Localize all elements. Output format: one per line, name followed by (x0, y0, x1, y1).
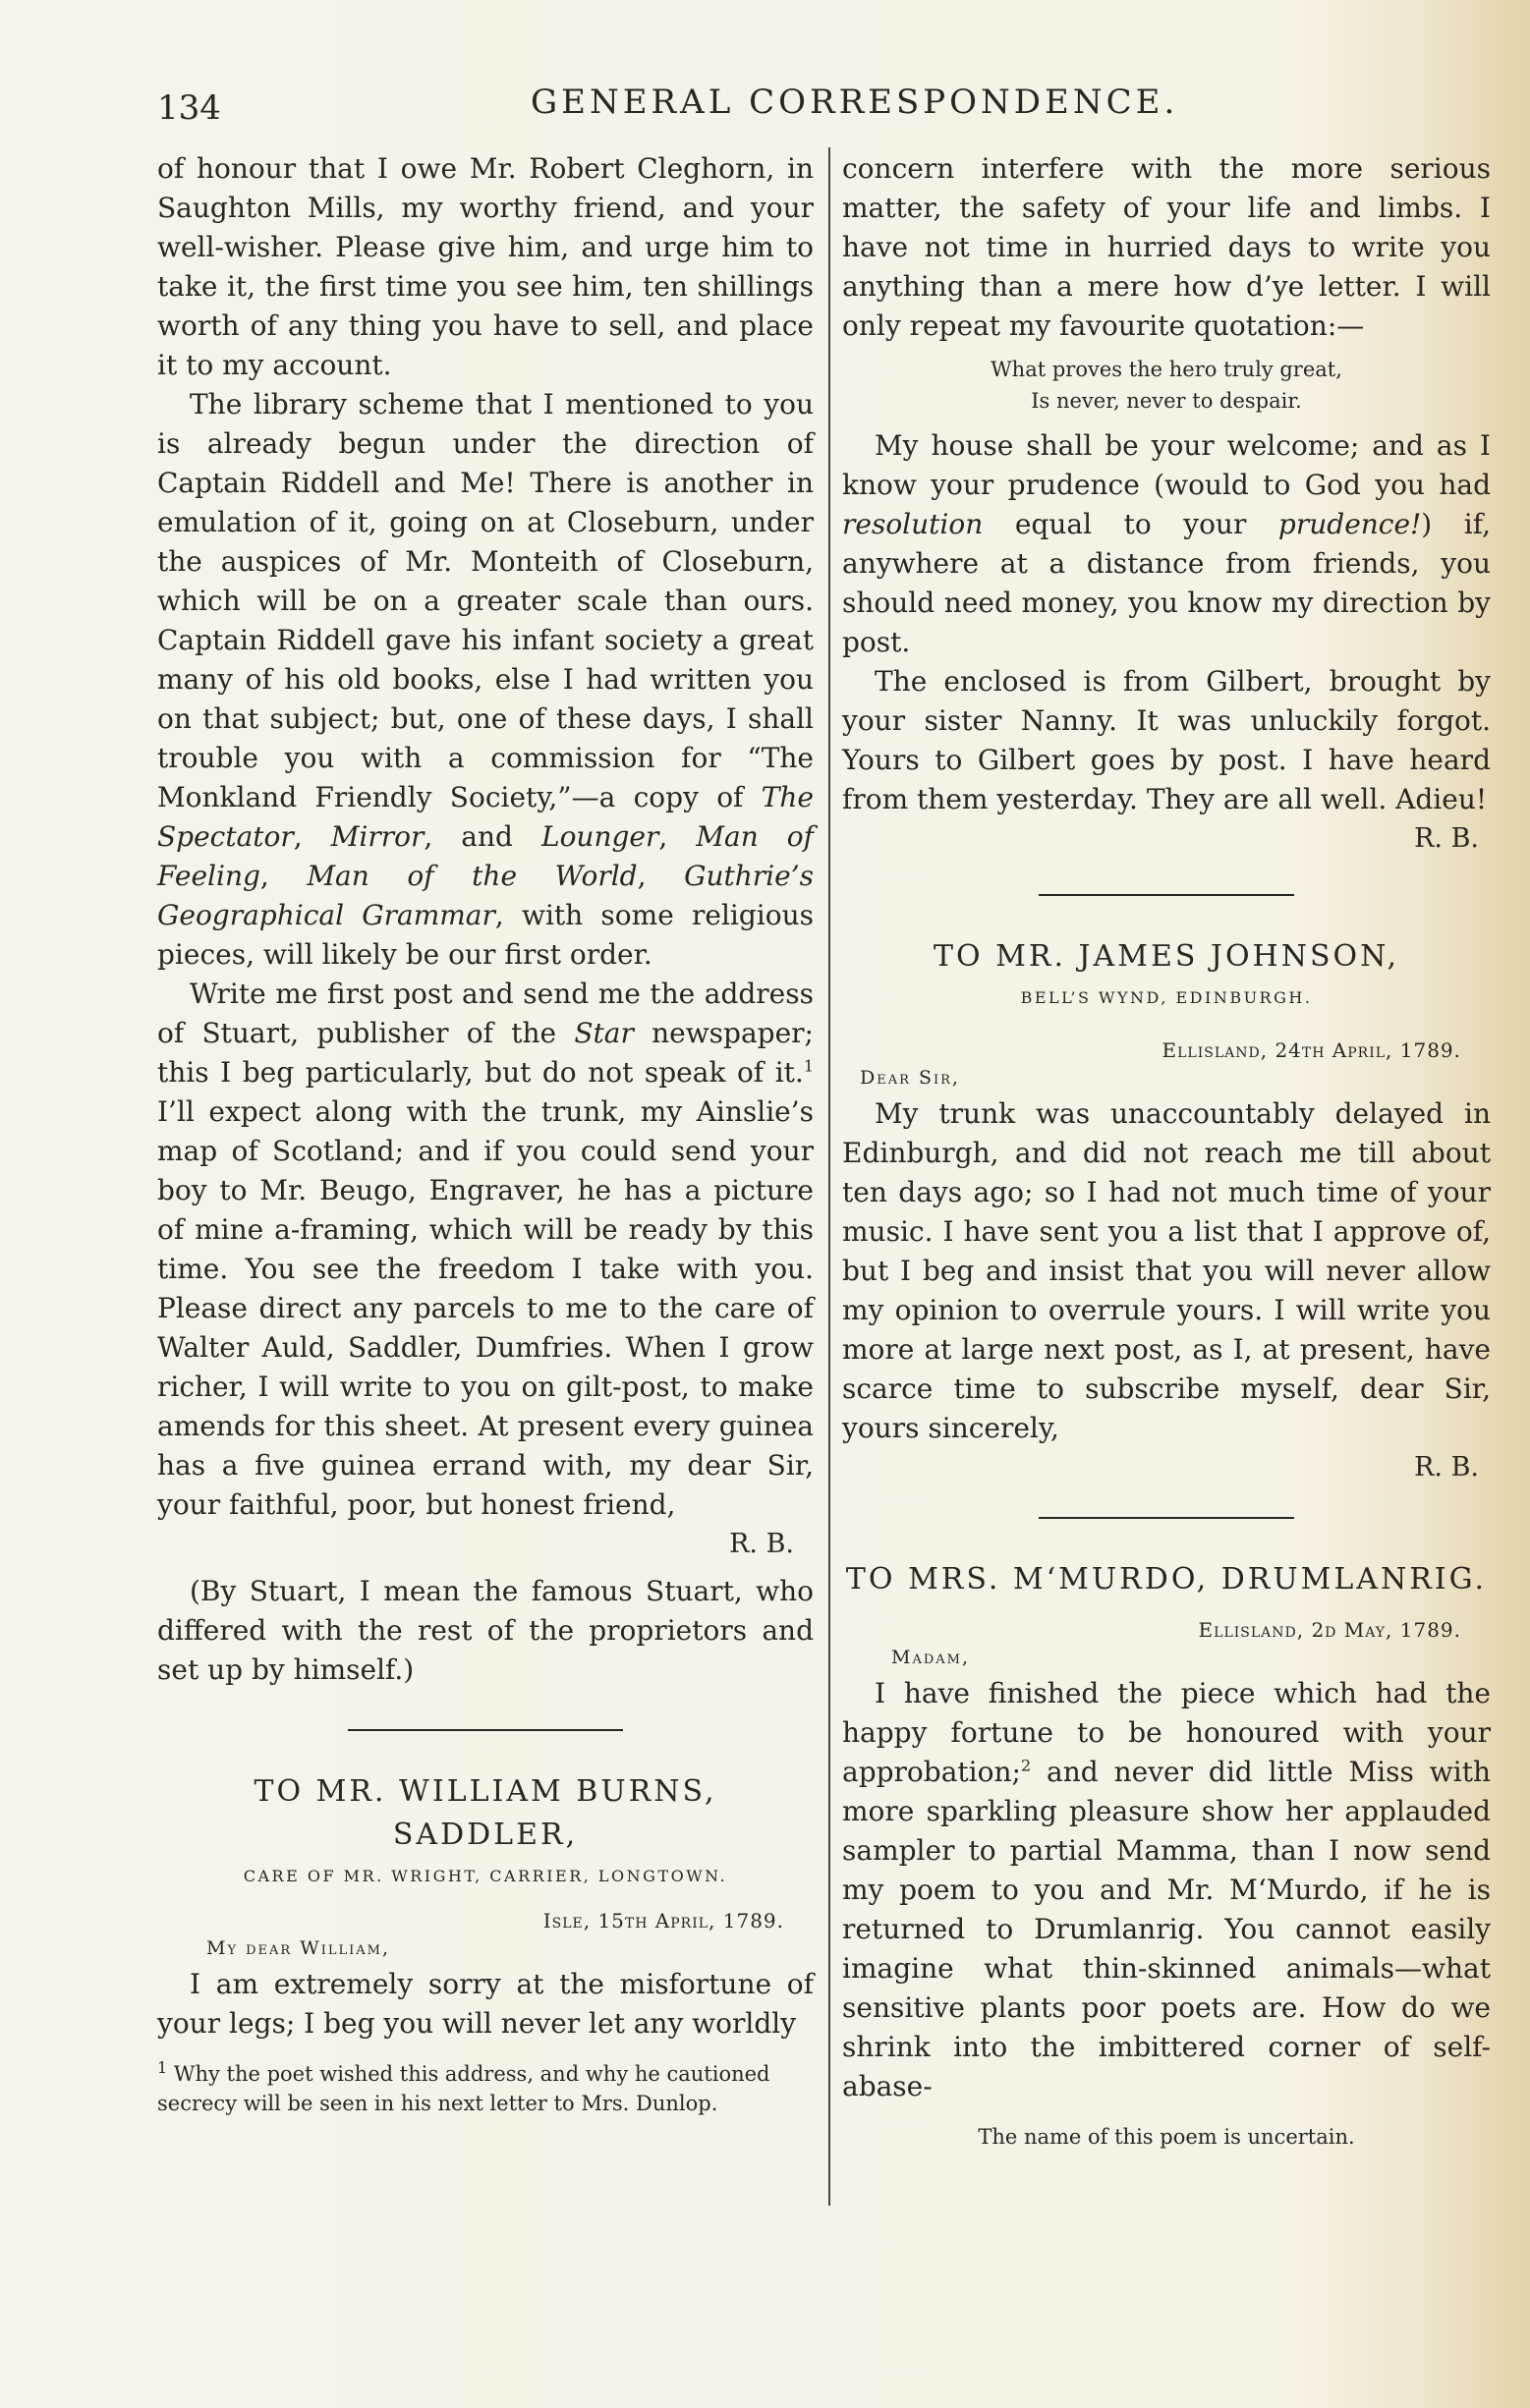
postscript: (By Stuart, I mean the famous Stuart, who differed with the rest of the proprietors and set up by himself.) (157, 1575, 814, 1686)
paragraph: My house shall be your welcome; and as I know your prudence (would to God you had resolution equal to your prudence!) if, anywhere at a distance from friends, you should need money, you know my direction by post. (842, 429, 1492, 658)
letter-dateline: Ellisland, 24th April, 1789. (1162, 1038, 1461, 1062)
section-rule (348, 1729, 623, 1731)
letter-dateline: Ellisland, 2d May, 1789. (1198, 1618, 1461, 1642)
paragraph: The library scheme that I mentioned to you is already begun under the direction of Captain Riddell and Me! There is another in emulation of it, going on at Closeburn, under the auspices of Mr. Monteith of Closeburn, which will be on a greater scale than ours. Captain Riddell gave his infant society a great many of his old books, else I had written you on that subject; but, one of these days, I shall trouble you with a commission for “The Monkland Friendly Society,”—a copy of The Spectator, Mirror, and Lounger, Man of Feeling, Man of the World, Guthrie’s Geographical Grammar, with some religious pieces, will likely be our first order. (157, 388, 814, 971)
verse-line: What proves the hero truly great, (991, 358, 1342, 381)
letter-address: BELL’S WYND, EDINBURGH. (1020, 988, 1313, 1007)
paragraph: I am extremely sorry at the misfortune of your legs; I beg you will never let any worldly (157, 1968, 814, 2040)
signature: R. B. (1414, 1452, 1479, 1483)
paragraph: My trunk was unaccountably delayed in Edinburgh, and did not reach me till about ten days ago; so I had not much time of your music. I have sent you a list that I approve of, but I beg and insist that you will never allow my opinion to overrule yours. I will write you more at large next post, as I, at present, have scarce time to subscribe myself, dear Sir, yours sincerely, (842, 1097, 1491, 1444)
footnote: The name of this poem is uncertain. (978, 2125, 1355, 2149)
letter-heading: TO MR. JAMES JOHNSON, (934, 939, 1399, 974)
paragraph: Write me first post and send me the address of Stuart, publisher of the Star newspaper; this I beg particularly, but do not speak of it.$^1$ I’ll expect along with the trunk, my Ainslie’s map of Scotland; and if you could send your boy to Mr. Beugo, Engraver, he has a picture of mine a-framing, which will be ready by this time. You see the freedom I take with you. Please direct any parcels to me to the care of Walter Auld, Saddler, Dumfries. When I grow richer, I will write to you on gilt-post, to make amends for this sheet. At present every guinea has a five guinea errand with, my dear Sir, your faithful, poor, but honest friend, (157, 978, 814, 1521)
paragraph: of honour that I owe Mr. Robert Cleghorn, in Saughton Mills, my worthy friend, and your well-wisher. Please give him, and urge him to take it, the first time you see him, ten shillings worth of any thing you have to sell, and place it to my account. (157, 152, 814, 381)
letter-salutation: Madam, (891, 1647, 971, 1668)
letter-heading: TO MRS. M‘MURDO, DRUMLANRIG. (845, 1562, 1488, 1596)
footnote: $^1$ Why the poet wished this address, and why he cautioned secrecy will be seen in his next letter to Mrs. Dunlop. (157, 2058, 770, 2115)
letter-heading: TO MR. WILLIAM BURNS, SADDLER, (254, 1774, 717, 1852)
column-divider (828, 147, 830, 2206)
right-column (842, 149, 1491, 2152)
left-column (157, 149, 814, 2118)
page-number: 134 (157, 88, 221, 128)
letter-dateline: Isle, 15th April, 1789. (542, 1909, 784, 1932)
letter-address: CARE OF MR. WRIGHT, CARRIER, LONGTOWN. (243, 1867, 728, 1885)
letter-salutation: My dear William, (206, 1937, 391, 1959)
verse-line: Is never, never to despair. (1031, 389, 1302, 413)
signature: R. B. (1414, 823, 1479, 854)
footnote-marker: 1 (803, 1056, 814, 1076)
letter-salutation: Dear Sir, (860, 1067, 960, 1089)
footnote-marker: 2 (1020, 1756, 1032, 1775)
section-rule (1039, 894, 1294, 896)
section-rule (1039, 1517, 1294, 1519)
paragraph: concern interfere with the more serious matter, the safety of your life and limbs. I have not time in hurried days to write you anything than a mere how d’ye letter. I will only repeat my favourite quotation:— (842, 152, 1491, 342)
verse-quotation (842, 354, 1491, 417)
running-title: GENERAL CORRESPONDENCE. (531, 83, 1179, 122)
paragraph: I have finished the piece which had the happy fortune to be honoured with your approbation;$^2$ and never did little Miss with more sparkling pleasure show her applauded sampler to partial Mamma, than I now send my poem to you and Mr. M‘Murdo, if he is returned to Drumlanrig. You cannot easily imagine what thin-skinned animals—what sensitive plants poor poets are. How do we shrink into the imbittered corner of self-abase- (842, 1677, 1491, 2102)
signature: R. B. (729, 1529, 794, 1559)
paragraph: The enclosed is from Gilbert, brought by your sister Nanny. It was unluckily forgot. Yours to Gilbert goes by post. I have heard from them yesterday. They are all well. Adieu! (842, 665, 1491, 815)
